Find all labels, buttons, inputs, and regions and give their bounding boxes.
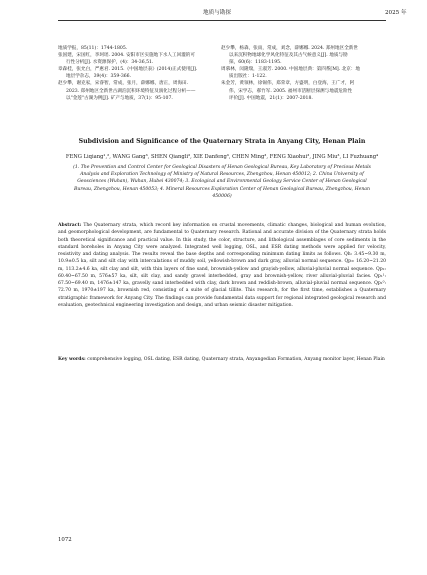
journal-name: 地质与勘探 [203, 10, 231, 16]
reference-line: 朱金芳，黄领林，徐锡伟，郑荣章，方盛明，白登海，王广才，阿 [221, 81, 355, 87]
header-rule [58, 20, 386, 21]
reference-line: 探，60(6)：1183-1195. [229, 60, 282, 66]
reference-line: 章森桂，张允白，严惠君. 2015.《中国地层表》(2014)正式使用[J]. [58, 67, 198, 73]
paper-title: Subdivision and Significance of the Quaternary Strata in Anyang City, Henan Plain [78, 138, 366, 145]
keywords [58, 357, 386, 362]
reference-line: 赵少攀，杨森，张雨，常成，刘念，薛娜娜. 2024. 郑州地区全新世 [221, 46, 358, 51]
keywords-label: Key words: [58, 357, 86, 362]
keywords-text: comprehensive logging, OSL dating, ESR dating, Quaternary strata, Anyangedian Formation, Anyang monitor layer, Henan Plain [87, 357, 385, 362]
affiliation-line: Analysis and Exploration Technology of Ministry of Natural Resources, Zhengzhou, Henan 450012; 2. China University of [80, 172, 364, 178]
reference-line: 张国建，宋国红，李珂瑶. 2004. 安阳市区实施地下水人工回灌的可 [58, 53, 195, 59]
reference-line: 质出版社：1-122. [229, 74, 267, 80]
affiliation-line: Geosciences (Wuhan), Wuhan, Hubei 430074; 3. Ecological and Environmental Geology Service Center of Henan Geological [77, 179, 367, 185]
references-left-column [58, 45, 215, 102]
affiliation-line: 450006) [212, 193, 232, 199]
journal-year: 2025 年 [385, 10, 407, 16]
abstract [58, 222, 386, 309]
reference-line: 地质学报，85(11)：1744-1805. [58, 46, 128, 51]
reference-line: 伟，宋学志，郝竹军. 2005. 福州市活断层探测与地震危险性 [229, 88, 353, 94]
author-list: FENG Liqiang¹,², WANG Gang³, SHEN Qiangli³, XIE Danfeng³, CHEN Ming³, FENG Xiaohui³, JING Miu³, LI Fuzhuang⁴ [65, 154, 379, 160]
abstract-text: The Quaternary strata, which record key information on crustal movements, climatic changes, biological and human evolution, and geomorphological development, are fundamental to Quaternary research. Rational and accurate division of the Quaternary strata holds both theoretical significance and practical value. In this study, the color, structure, and lithological assemblages of core sediments in the standard boreholes in Anyang City were analyzed. Integrated well logging, OSL, and ESR dating methods were applied for velocity, resistivity and dating analysis. The results reveal the base depths and corresponding minimum dating limits as follows. Qh: 3.45~9.30 m, 10.9±0.5 ka, silt and silt clay with intercalations of muddy soil, yellowish-brown and dark gray, alluvial normal sequence. Qp₃: 16.20~21.20 m, 113.2±4.6 ka, silt clay and silt, with thin layers of fine sand, brownish-yellow and grayish-yellow, alluvial-pluvial normal sequence. Qp₂: 60.40~67.50 m, 576±57 ka, silt, silt clay, and sandy gravel interbedded, gray and brownish-yellow, river alluvial-pluvial facies. Qp₁¹: 67.50~69.40 m, 1476±147 ka, gravelly sand interbedded with clay, dark brown and reddish-brown, alluvial-pluvial normal sequence. Qp₁⁰: 72.70 m, 1970±197 ka, brownish red, consisting of a suite of glacial tillite. This research, for the first time, establishes a Quaternary stratigraphic framework for Anyang City. The findings can provide fundamental data support for regional integrated geological research and evaluation, geotechnical engineering investigation and design, and urban seismic disaster mitigation. [58, 223, 386, 308]
reference-line: 2023. 郑州地区全新世古湖泊沉积环境特征及演化过程分析—— [66, 88, 196, 94]
reference-line: 赵少攀，谢克家，宋睿智，常成，张月，薛娜娜，唐正，周海田. [58, 81, 189, 87]
references-right-column [221, 45, 383, 102]
reference-line: 地层学杂志，39(4)：359-366. [66, 74, 132, 80]
affiliations [70, 164, 374, 200]
reference-line: 以"金莲"古湖为例[J]. 矿产与地质，37(1)：95-107. [66, 95, 173, 101]
reference-line: 行性分析[J]. 水资源保护，(4)：34-36,51. [66, 60, 154, 66]
affiliation-line: Bureau, Zhengzhou, Henan 450053; 4. Mineral Resources Exploration Center of Henan Geological Bureau, Zhengzhou, Henan [74, 186, 370, 192]
page-number: 1072 [58, 537, 72, 543]
reference-line: 周慕林，闵隆瑞，王淑芳. 2000. 中国地层典：第四系[M]. 北京：地 [221, 67, 360, 73]
affiliation-line: (1. The Prevention and Control Center for Geological Disasters of Henan Geological Bureau, Key Laboratory of Precious Metals [73, 165, 371, 170]
reference-line: 以来沉积物地球化学风化特征及其古气候意义[J]. 地质与勘 [229, 53, 348, 59]
abstract-label: Abstract: [58, 223, 82, 228]
reference-line: 评价[J]. 中国地震，21(1)：2007-2018. [229, 95, 313, 101]
running-header [0, 7, 427, 19]
